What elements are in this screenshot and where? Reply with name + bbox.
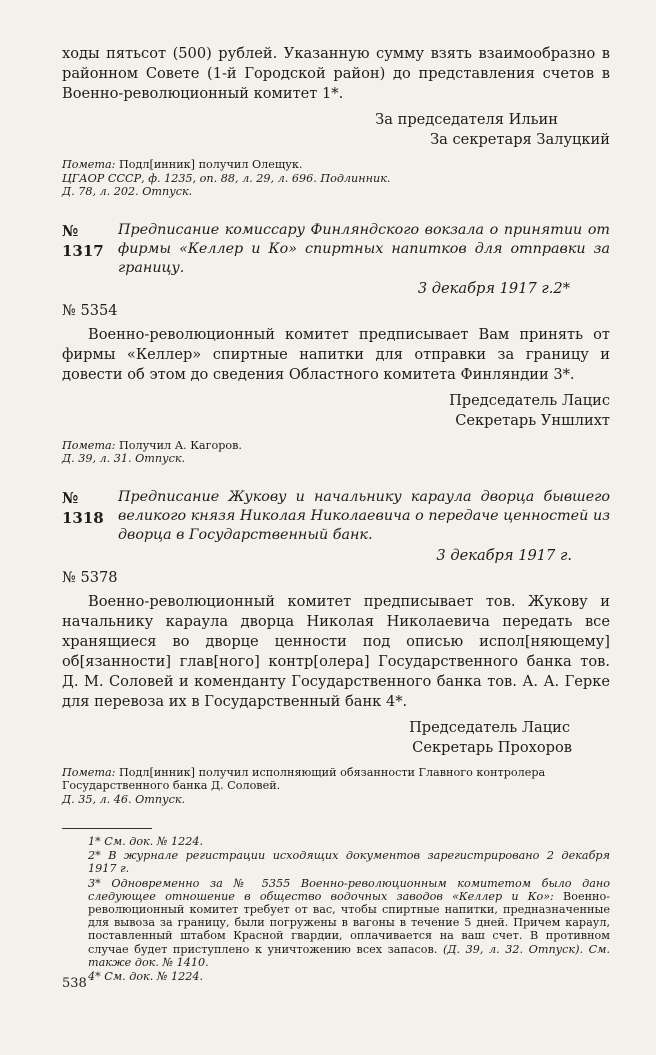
footnote-2: 2* В журнале регистрации исходящих документов зарегистрировано 2 декабря 1917 г. (88, 849, 610, 876)
note-line (62, 158, 610, 172)
footnotes (62, 835, 610, 983)
note-text: Подл[инник] получил Олещук. (115, 158, 303, 171)
note-line: Помета: Получил А. Кагоров. (62, 438, 242, 452)
document-title: Предписание Жукову и начальнику караула дворца бывшего великого князя Николая Николаевича о передаче ценностей из дворца в Государственный банк. (118, 488, 610, 543)
document-number: № 1317 (62, 221, 104, 260)
document-1318-header (62, 488, 610, 545)
archive-reference: Д. 39, л. 31. Отпуск. (62, 452, 186, 465)
page-number: 538 (62, 976, 87, 991)
document-1318-signatures (62, 718, 610, 758)
archive-reference: ЦГАОР СССР, ф. 1235, оп. 88, л. 29, л. 696. Подлинник. (62, 171, 391, 185)
document-body: Военно-революционный комитет предписывает Вам принять от фирмы «Келлер» спиртные напитки для отправки за границу и довести об этом до сведения Областного комитета Финляндии 3*. (62, 325, 610, 383)
note-label: Помета: (62, 158, 116, 171)
archive-reference: Д. 35, л. 46. Отпуск. (62, 792, 186, 806)
signature-secretary: Секретарь Уншлихт (455, 411, 610, 429)
registration-number: № 5378 (62, 568, 118, 586)
signature-chairman: Председатель Лацис (409, 718, 570, 736)
footnote-4: 4* См. док. № 1224. (88, 970, 204, 984)
signature-secretary: За секретаря Залуцкий (430, 131, 610, 148)
footnote-divider (62, 828, 152, 829)
document-page (62, 44, 610, 984)
intro-paragraph: ходы пятьсот (500) рублей. Указанную сумму взять взаимообразно в районном Совете (1-й Городской район) до представления счетов в Военно-революционный комитет 1*. (62, 45, 610, 102)
registration-number: № 5354 (62, 301, 118, 319)
signature-chairman: За председателя Ильин (375, 111, 558, 128)
note-line: Помета: Подл[инник] получил исполняющий обязанности Главного контролера Государственного банка Д. Соловей. (62, 765, 546, 792)
footnote-3: 3* Одновременно за № 5355 Военно-революционным комитетом было дано следующее отношение в общество водочных заводов «Келлер и Ко»: Военно-революционный комитет требует от вас, чтобы спиртные напитки, предназначенные для вывоза за границу, были погружены в вагоны в течение 5 дней. Причем караул, поставленный штабом Красной гвардии, оплачивается на ваш счет. В противном случае будет приступлено к уничтожению всех запасов. (Д. 39, л. 32. Отпуск). См. также док. № 1410. (88, 876, 611, 969)
document-1317-notes (62, 439, 610, 466)
document-number: № 1318 (62, 488, 104, 527)
signature-secretary: Секретарь Прохоров (412, 738, 572, 756)
document-date: 3 декабря 1917 г. (436, 546, 572, 564)
intro-notes (62, 158, 610, 199)
archive-reference-2: Д. 78, л. 202. Отпуск. (62, 185, 193, 198)
document-1317-signatures (62, 391, 610, 431)
signature-chairman: Председатель Лацис (449, 391, 610, 409)
document-1318-notes (62, 766, 610, 807)
intro-signatures (62, 110, 610, 150)
document-1317-header (62, 221, 610, 278)
document-date: 3 декабря 1917 г.2* (417, 279, 570, 297)
footnote-1: 1* См. док. № 1224. (88, 835, 204, 848)
document-body: Военно-революционный комитет предписывает тов. Жукову и начальнику караула дворца Николая Николаевича передать все хранящиеся во дворце ценности под описью испол[няющему] об[язанности] глав[ного] контр[олера] Государственного банка тов. Д. М. Соловей и коменданту Государственного банка тов. А. А. Герке для перевоза их в Государственный банк 4*. (62, 592, 610, 710)
document-title: Предписание комиссару Финляндского вокзала о принятии от фирмы «Келлер и Ко» спиртных напитков для отправки за границу. (118, 221, 610, 276)
